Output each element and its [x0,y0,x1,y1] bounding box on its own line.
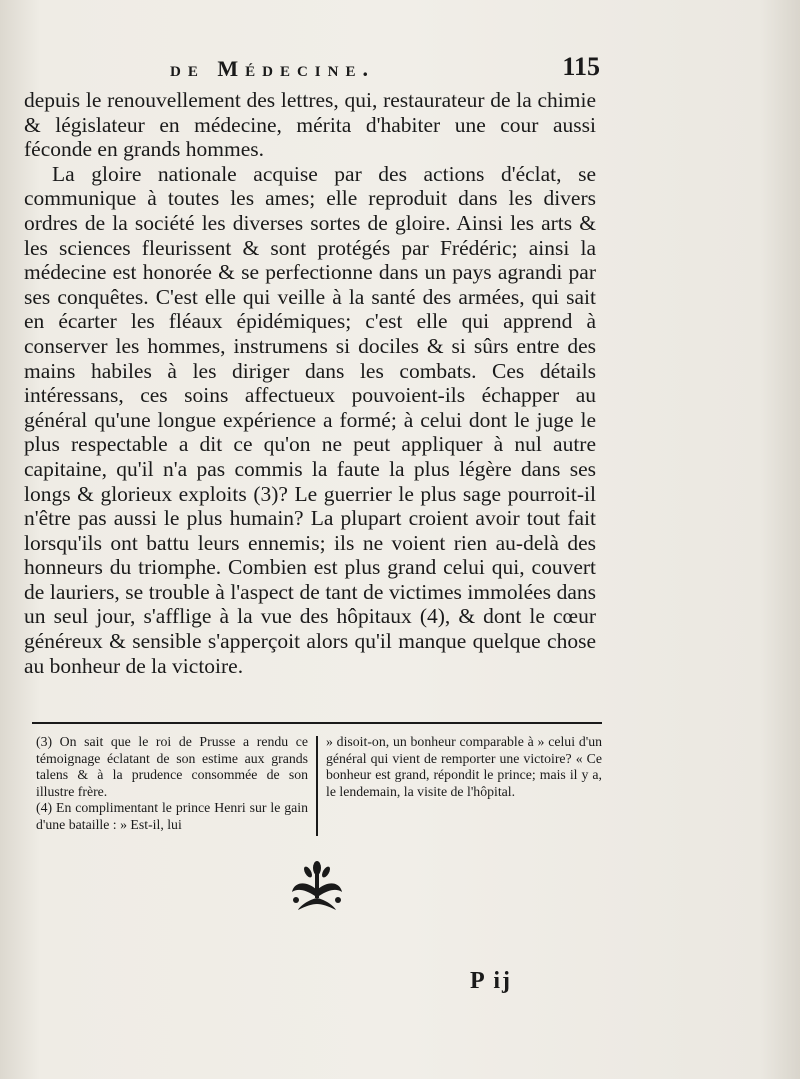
running-title: de Médecine. [170,56,375,81]
footnote-4: (4) En complimentant le prince Henri sur le gain d'une bataille : » Est-il, lui [36,800,308,832]
paragraph: depuis le renouvellement des lettres, qui, restaurateur de la chimie & législateur en médecine, mérita d'habiter une cour aussi féconde en grands hommes. [24,88,596,162]
signature-mark: P ij [470,968,512,994]
footnotes [36,734,602,844]
footnote-4-continued: » disoit-on, un bonheur comparable à » celui d'un général qui vient de remporter une victoire? « Ce bonheur est grand, répondit le prince; mais il y a, le lendemain, la visite de l'hôpital. [326,734,602,799]
page-header [160,52,600,90]
page-number: 115 [562,52,600,81]
paragraph: La gloire nationale acquise par des actions d'éclat, se communique à toutes les ames; elle reproduit dans les divers ordres de la société les diverses sortes de gloire. Ainsi les arts & les sciences fleurissent & sont protégés par Frédéric; ainsi la médecine est honorée & se perfectionne dans un pays agrandi par ses conquêtes. C'est elle qui veille à la santé des armées, qui sait en écarter les fléaux épidémiques; c'est elle qui apprend à conserver les hommes, instrumens si dociles & si sûrs entre des mains habiles à les diriger dans les combats. Ces détails intéressans, ces soins affectueux pouvoient-ils échapper au général qu'une longue expérience a formé; à celui dont le juge le plus respectable a dit ce qu'on ne peut appliquer à nul autre capitaine, qu'il n'a pas commis la faute la plus légère dans ses longs & glorieux exploits (3)? Le guerrier le plus sage pourroit-il n'être pas aussi le plus humain? La plupart croient avoir tout fait lorsqu'ils ont battu leurs ennemis; ils ne voient rien au-delà des honneurs du triomphe. Combien est plus grand celui qui, couvert de lauriers, se trouble à l'aspect de tant de victimes immolées dans un seul jour, s'afflige à la vue des hôpitaux (4), & dont le cœur généreux & sensible s'apperçoit alors qu'il manque quelque chose au bonheur de la victoire. [24,161,596,678]
column-divider [316,736,318,836]
fleuron-ornament-icon [288,860,346,912]
footnote-column-right [326,734,602,800]
footnote-column-left [36,734,308,833]
footnote-rule [32,722,602,724]
footnote-3: (3) On sait que le roi de Prusse a rendu ce témoignage éclatant de son estime aux grands talens & à la prudence consommée de son illustre frère. [36,734,308,799]
main-text [24,88,596,678]
